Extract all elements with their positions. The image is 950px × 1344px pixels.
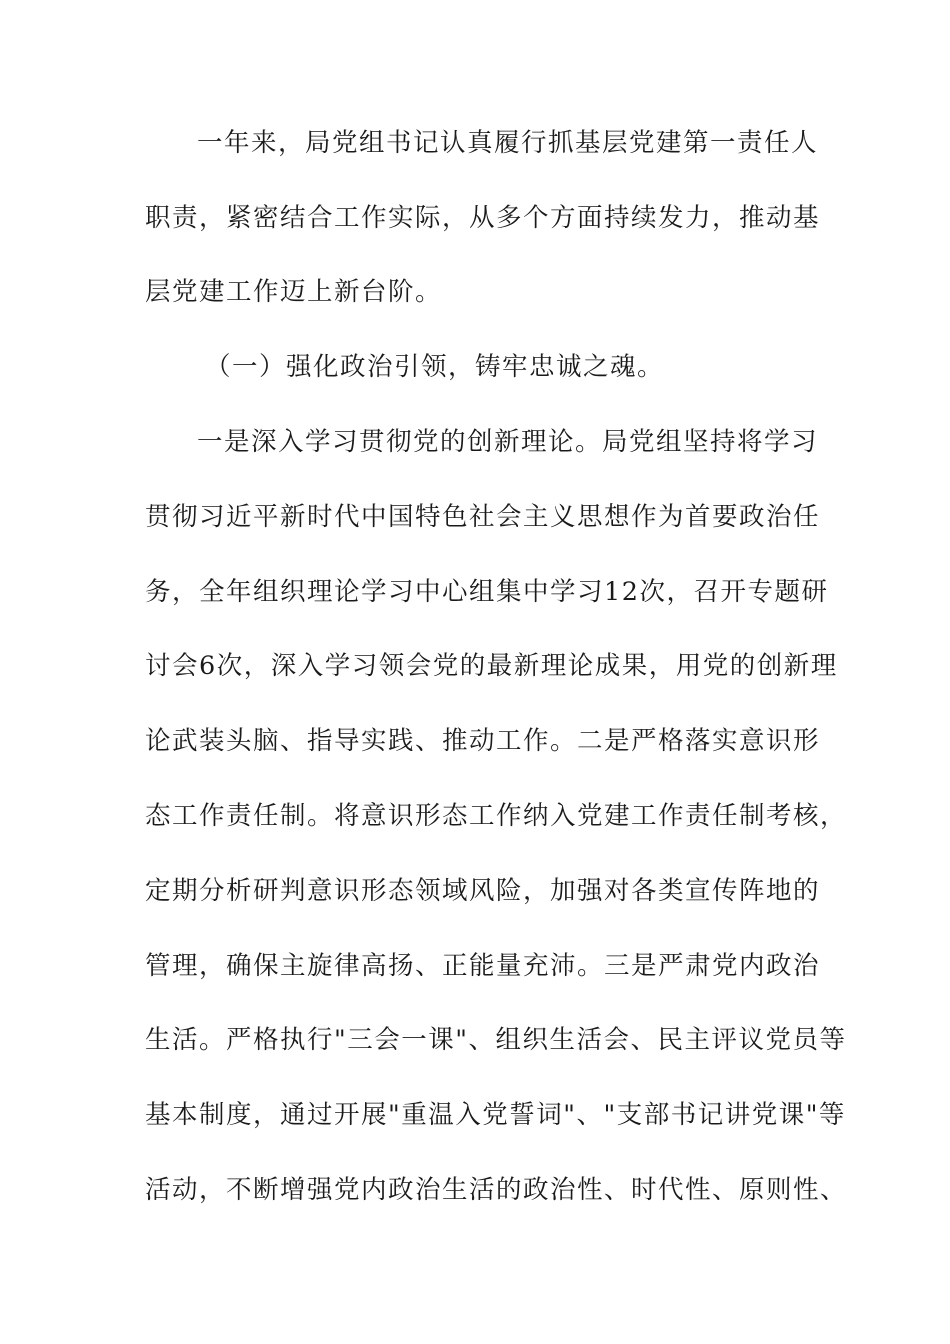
paragraph-body-line-3: 务，全年组织理论学习中心组集中学习12次，召开专题研 — [145, 577, 829, 607]
paragraph-body-line-7: 定期分析研判意识形态领域风险，加强对各类宣传阵地的 — [145, 876, 821, 906]
paragraph-body-line-2: 贯彻习近平新时代中国特色社会主义思想作为首要政治任 — [145, 502, 821, 532]
paragraph-body-line-6: 态工作责任制。将意识形态工作纳入党建工作责任制考核， — [145, 801, 848, 831]
paragraph-body-line-4: 讨会6次，深入学习领会党的最新理论成果，用党的创新理 — [145, 651, 838, 681]
paragraph-body-line-10: 基本制度，通过开展"重温入党誓词"、"支部书记讲党课"等 — [145, 1100, 846, 1130]
paragraph-intro-line-3: 层党建工作迈上新台阶。 — [145, 277, 443, 307]
paragraph-intro-line-1: 一年来，局党组书记认真履行抓基层党建第一责任人 — [197, 128, 819, 158]
paragraph-intro-line-2: 职责，紧密结合工作实际，从多个方面持续发力，推动基 — [145, 203, 821, 233]
section-heading: （一）强化政治引领，铸牢忠诚之魂。 — [205, 352, 665, 382]
paragraph-body-line-9: 生活。严格执行"三会一课"、组织生活会、民主评议党员等 — [145, 1025, 847, 1055]
paragraph-body-line-8: 管理，确保主旋律高扬、正能量充沛。三是严肃党内政治 — [145, 951, 821, 981]
paragraph-body-line-11: 活动，不断增强党内政治生活的政治性、时代性、原则性、 — [145, 1175, 848, 1205]
paragraph-body-line-1: 一是深入学习贯彻党的创新理论。局党组坚持将学习 — [197, 427, 819, 457]
paragraph-body-line-5: 论武装头脑、指导实践、推动工作。二是严格落实意识形 — [145, 726, 821, 756]
